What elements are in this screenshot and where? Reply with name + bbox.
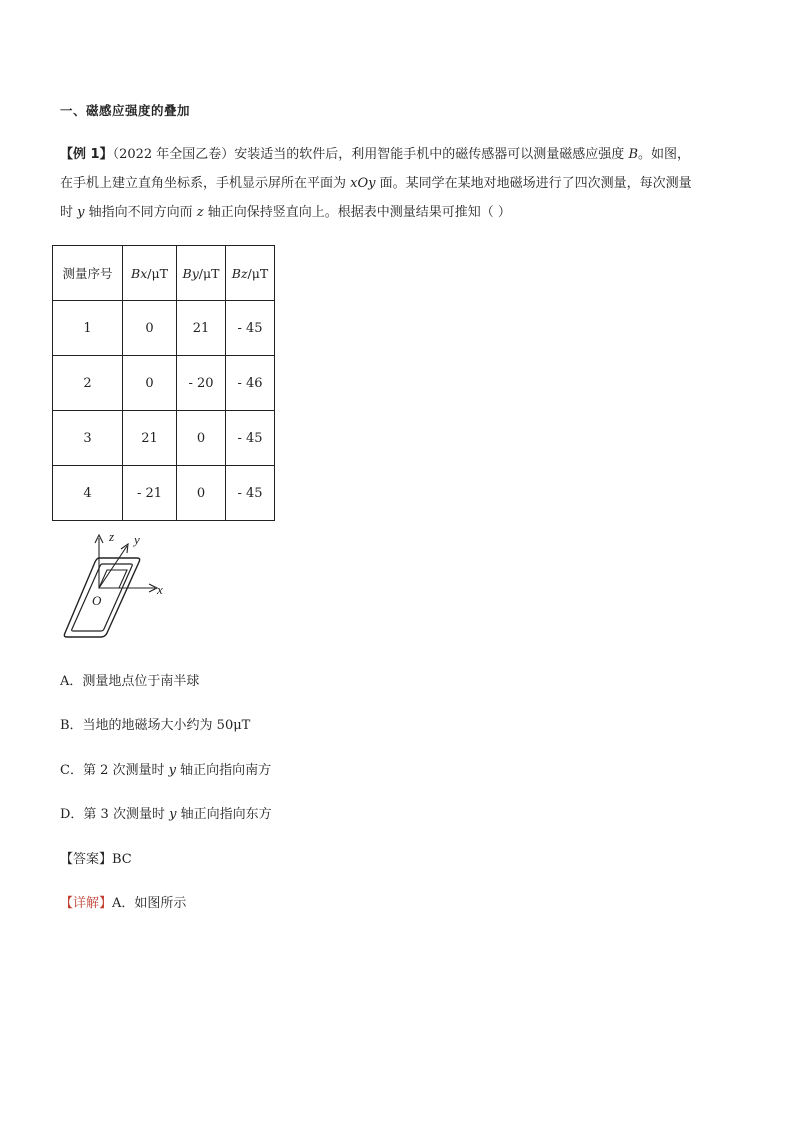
- table-cell: - 45: [226, 301, 275, 356]
- option-var: y: [169, 807, 177, 822]
- table-cell: 2: [53, 356, 123, 411]
- table-cell: - 45: [226, 411, 275, 466]
- table-cell: 3: [53, 411, 123, 466]
- table-cell: 21: [123, 411, 177, 466]
- option-d: [60, 803, 272, 822]
- table-cell: 0: [123, 301, 177, 356]
- table-cell: 4: [53, 466, 123, 521]
- option-text: 轴正向指向东方: [176, 807, 272, 822]
- header-by: [177, 246, 226, 301]
- table-row: [53, 466, 275, 521]
- header-var: Bz: [231, 265, 248, 281]
- detail-tag: 【详解】: [60, 896, 113, 911]
- table-cell: - 46: [226, 356, 275, 411]
- question-text: 时: [60, 205, 78, 220]
- x-label: x: [157, 582, 163, 597]
- question-text: 面。某同学在某地对地磁场进行了四次测量，每次测量: [375, 176, 692, 191]
- table-cell: - 20: [177, 356, 226, 411]
- origin-label: O: [92, 593, 102, 608]
- variable-z: z: [196, 205, 204, 220]
- table-cell: - 45: [226, 466, 275, 521]
- table-row: [53, 356, 275, 411]
- table-cell: 0: [177, 411, 226, 466]
- option-text: 轴正向指向南方: [175, 763, 272, 778]
- y-axis: [99, 546, 127, 588]
- option-b: B．当地的地磁场大小约为 50μT: [60, 718, 251, 733]
- option-text: D．第 3 次测量时: [60, 807, 170, 822]
- variable-b: B: [628, 147, 638, 162]
- header-var: Bx: [131, 265, 148, 281]
- header-var: By: [182, 265, 199, 281]
- header-text: 测量序号: [62, 266, 113, 281]
- table-cell: 0: [123, 356, 177, 411]
- phone-outer-outline: [64, 558, 139, 637]
- detail-line: [60, 892, 186, 911]
- question-text: （2022 年全国乙卷）安装适当的软件后，利用智能手机中的磁传感器可以测量磁感应强度: [112, 147, 629, 162]
- question-text: 轴正向保持竖直向上。根据表中测量结果可推知（ ）: [203, 205, 511, 220]
- y-axis-arrow: [121, 544, 128, 553]
- question-line-3: [60, 204, 511, 222]
- header-unit: /μT: [147, 265, 168, 281]
- question-line-1: [60, 146, 690, 164]
- table-cell: 0: [177, 466, 226, 521]
- section-heading: 一、磁感应强度的叠加: [60, 103, 191, 118]
- option-text: C．第 2 次测量时: [60, 763, 169, 778]
- detail-body: A．如图所示: [112, 896, 187, 911]
- z-label: z: [109, 530, 115, 544]
- header-bx: [123, 246, 177, 301]
- option-a: A．测量地点位于南半球: [60, 674, 200, 689]
- option-c: [60, 759, 271, 778]
- y-label: y: [134, 532, 140, 547]
- table-cell: - 21: [123, 466, 177, 521]
- question-text: 在手机上建立直角坐标系，手机显示屏所在平面为: [60, 176, 351, 191]
- phone-coordinate-figure: [55, 530, 185, 645]
- variable-y: y: [77, 205, 85, 220]
- header-unit: /μT: [247, 265, 269, 281]
- header-index: [53, 246, 123, 301]
- answer-line: 【答案】BC: [60, 852, 132, 867]
- question-text: 轴指向不同方向而: [84, 205, 197, 220]
- example-tag: 【例 1】: [60, 147, 113, 162]
- measurement-table: [52, 245, 275, 521]
- question-line-2: [60, 175, 692, 193]
- table-cell: 1: [53, 301, 123, 356]
- question-text: 。如图，: [638, 147, 691, 162]
- table-header-row: [53, 246, 275, 301]
- variable-xoy: xOy: [350, 176, 376, 191]
- header-bz: [226, 246, 275, 301]
- table-cell: 21: [177, 301, 226, 356]
- option-var: y: [168, 763, 176, 778]
- table-row: [53, 301, 275, 356]
- table-row: [53, 411, 275, 466]
- header-unit: /μT: [198, 265, 220, 281]
